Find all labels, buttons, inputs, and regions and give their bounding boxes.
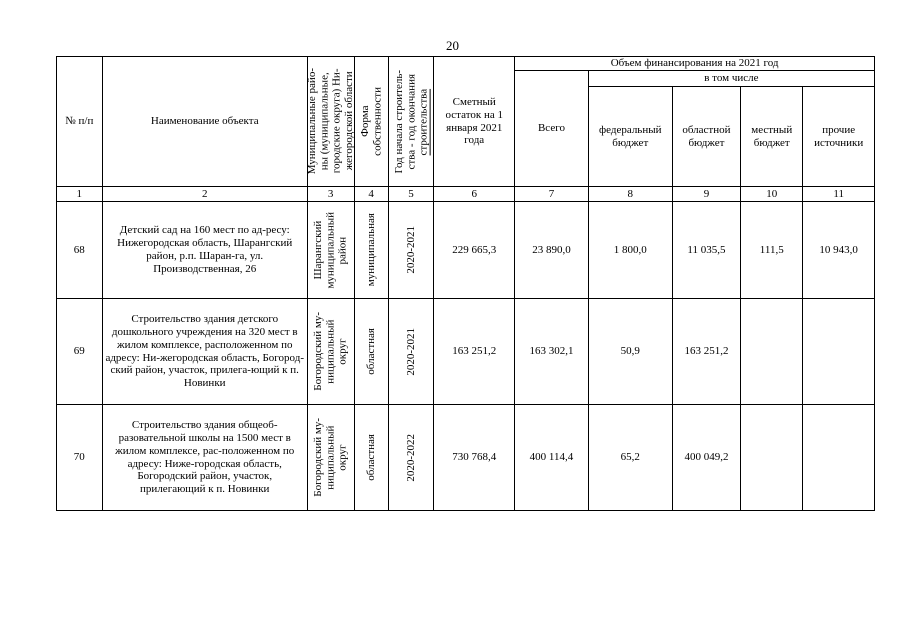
row-number: 68	[57, 202, 103, 299]
ownership-text: областная	[364, 328, 377, 375]
ownership-text: областная	[364, 434, 377, 481]
header-regional: областной бюджет	[672, 87, 740, 187]
district-line: ниципальный	[324, 425, 337, 490]
district-cell	[307, 405, 354, 511]
header-federal: федеральный бюджет	[588, 87, 672, 187]
local-cell	[741, 299, 803, 405]
ownership-cell	[354, 405, 388, 511]
header-ownership-line: собственности	[371, 87, 384, 156]
header-other: прочие источники	[803, 87, 875, 187]
row-number: 69	[57, 299, 103, 405]
column-number: 1	[57, 187, 103, 202]
district-line: Богородский му-	[312, 312, 325, 391]
header-local: местный бюджет	[741, 87, 803, 187]
header-years-line: строительства	[417, 88, 430, 155]
district-cell	[307, 202, 354, 299]
years-cell	[388, 405, 434, 511]
header-row-number: № п/п	[57, 57, 103, 187]
header-including: в том числе	[588, 71, 874, 87]
header-financing-group: Объем финансирования на 2021 год	[515, 57, 875, 71]
object-name: Детский сад на 160 мест по ад-ресу: Нижегородская область, Шарангский район, р.п. Шаран-га, ул. Производственная, 26	[102, 202, 307, 299]
column-number: 7	[515, 187, 589, 202]
years-cell	[388, 202, 434, 299]
district-line: Богородский му-	[312, 418, 325, 497]
other-cell: 10 943,0	[803, 202, 875, 299]
years-cell	[388, 299, 434, 405]
district-line: район	[336, 236, 349, 264]
other-cell	[803, 405, 875, 511]
total-cell: 400 114,4	[515, 405, 589, 511]
local-cell: 111,5	[741, 202, 803, 299]
district-line: муниципальный	[324, 211, 337, 289]
years-text: 2020-2022	[404, 433, 417, 482]
column-number: 2	[102, 187, 307, 202]
regional-cell: 400 049,2	[672, 405, 740, 511]
ownership-cell	[354, 299, 388, 405]
header-estimate: Сметный остаток на 1 января 2021 года	[434, 57, 515, 187]
ownership-text: муниципальная	[364, 213, 377, 287]
district-line: Шарангский	[312, 220, 325, 280]
federal-cell: 50,9	[588, 299, 672, 405]
header-ownership-line: Форма	[358, 105, 371, 138]
page-number: 20	[446, 38, 459, 53]
header-district-line: городские округа) Ни-	[330, 69, 343, 174]
federal-cell: 65,2	[588, 405, 672, 511]
header-district	[307, 57, 354, 187]
header-district-line: ны (муниципальные,	[318, 72, 331, 171]
federal-cell: 1 800,0	[588, 202, 672, 299]
header-years-line: Год начала строитель-	[392, 69, 405, 174]
column-number: 9	[672, 187, 740, 202]
header-years	[388, 57, 434, 187]
years-text: 2020-2021	[404, 226, 417, 274]
table-row	[57, 405, 875, 511]
ownership-cell	[354, 202, 388, 299]
header-total: Всего	[515, 71, 589, 187]
district-line: округ	[336, 444, 349, 471]
header-object-name: Наименование объекта	[102, 57, 307, 187]
district-line: округ	[336, 338, 349, 365]
total-cell: 23 890,0	[515, 202, 589, 299]
table-row	[57, 299, 875, 405]
district-cell	[307, 299, 354, 405]
header-years-line: ства - год окончания	[404, 73, 417, 170]
object-name: Строительство здания детского дошкольного учреждения на 320 мест в жилом комплексе, расположенном по адресу: Ни-жегородская область, Богород-ский район, участок, прилега-ющий к п. Новинки	[102, 299, 307, 405]
regional-cell: 11 035,5	[672, 202, 740, 299]
financing-table	[56, 56, 875, 511]
column-number: 5	[388, 187, 434, 202]
column-number: 3	[307, 187, 354, 202]
column-numbers-row	[57, 187, 875, 202]
years-text: 2020-2021	[404, 327, 417, 376]
other-cell	[803, 299, 875, 405]
row-number: 70	[57, 405, 103, 511]
local-cell	[741, 405, 803, 511]
estimate-cell: 163 251,2	[434, 299, 515, 405]
district-line: ниципальный	[324, 319, 337, 384]
table-row	[57, 202, 875, 299]
column-number: 8	[588, 187, 672, 202]
regional-cell: 163 251,2	[672, 299, 740, 405]
header-district-line: Муниципальные райо-	[306, 68, 319, 175]
column-number: 11	[803, 187, 875, 202]
header-ownership	[354, 57, 388, 187]
total-cell: 163 302,1	[515, 299, 589, 405]
header-district-line: жегородской области	[343, 72, 355, 171]
estimate-cell: 229 665,3	[434, 202, 515, 299]
estimate-cell: 730 768,4	[434, 405, 515, 511]
column-number: 4	[354, 187, 388, 202]
column-number: 6	[434, 187, 515, 202]
object-name: Строительство здания общеоб-разовательной школы на 1500 мест в жилом комплексе, рас-положенном по адресу: Ниже-городская область, Богородский район, участок, прилегающий к п. Новинки	[102, 405, 307, 511]
column-number: 10	[741, 187, 803, 202]
